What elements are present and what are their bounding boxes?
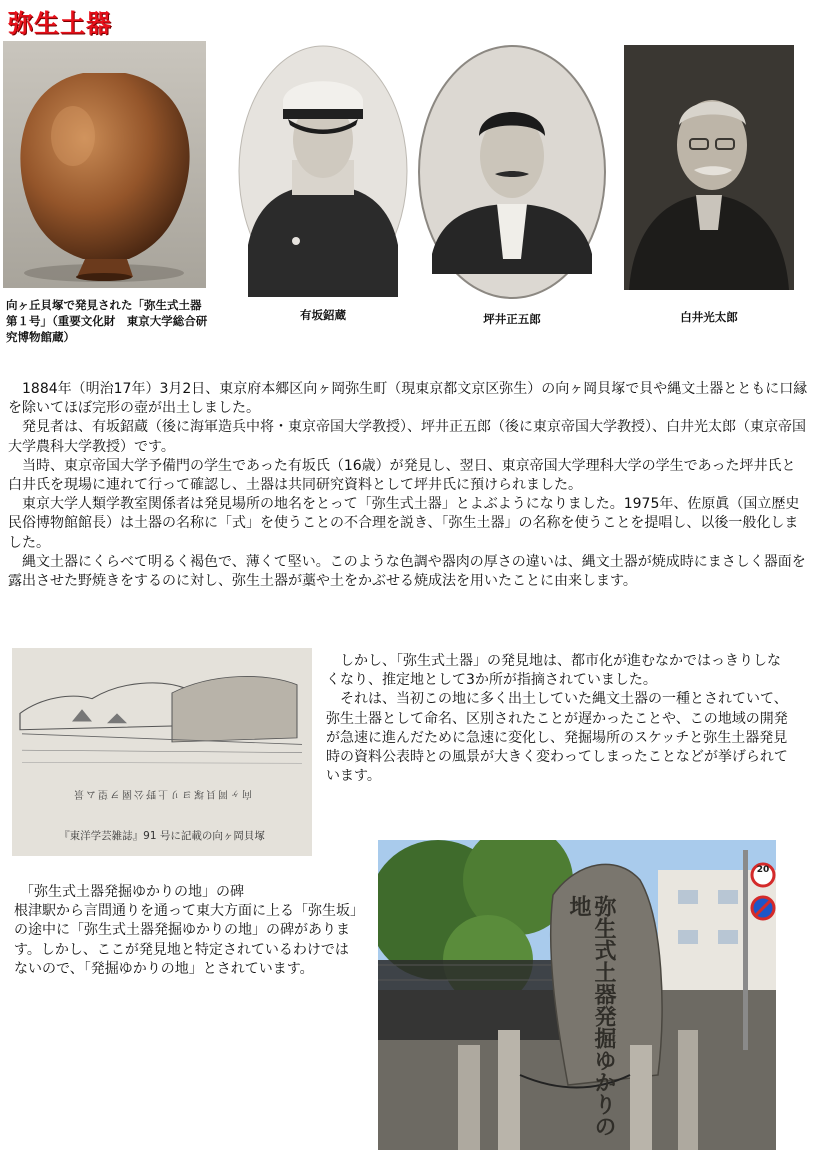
pot-image [3,41,206,288]
tsuboi-photo [417,44,607,300]
shirai-caption: 白井光太郎 [680,310,738,324]
shirai-portrait-image [624,45,794,290]
tsuboi-portrait-image [417,44,607,300]
main-text [8,380,808,591]
main-paragraph: 東京大学人類学教室関係者は発見場所の地名をとって「弥生式土器」とよぶようになりました。1975年、佐原眞（国立歴史民俗博物館館長）は土器の名称に「式」を使うことの不合理を説き、「弥生土器」の名称を使うことを提唱し、以後一般化しました。 [8,496,800,551]
arisaka-caption: 有坂鉊蔵 [300,308,346,322]
tsuboi-caption: 坪井正五郎 [483,312,541,326]
main-paragraph: 当時、東京帝国大学予備門の学生であった有坂氏（16歳）が発見し、翌日、東京帝国大学理科大学の学生であった坪井氏と白井氏を現場に連れて行って確認し、土器は共同研究資料として坪井氏に預けられました。 [8,457,796,494]
sketch-caption: 『東洋学芸雑誌』91 号に記載の向ヶ岡貝塚 [59,830,265,842]
side-paragraph: しかし、「弥生式土器」の発見地は、都市化が進むなかではっきりしなくなり、推定地として3か所が指摘されていました。 [326,653,781,689]
monument-description: 根津駅から言問通りを通って東大方面に上る「弥生坂」の途中に「弥生式土器発掘ゆかりの地」の碑があります。しかし、ここが発見地と特定されているわけではないので、「発掘ゆかりの地」とされています。 [14,903,357,977]
monument-stone-inscription: 弥生式土器発掘ゆかりの地 [566,895,617,1137]
main-paragraph: 1884年（明治17年）3月2日、東京府本郷区向ヶ岡弥生町（現東京都文京区弥生）の向ヶ岡貝塚で貝や縄文土器とともに口縁を除いてほぼ完形の壺が出土しました。 [8,381,808,417]
sketch-inscription: 向ヶ岡貝塚ヨリ上野公園ヲ望ム景 [72,788,252,799]
arisaka-photo [238,45,408,297]
monument-text [14,883,360,979]
shirai-photo [624,45,794,290]
page-title: 弥生土器 [8,9,113,38]
side-paragraph: それは、当初この地に多く出土していた縄文土器の一種とされていて、弥生土器として命名、区別されたことが遅かったことや、この地域の開発が急速に進んだために急速に変化し、発掘場所のスケッチと弥生土器発見時の資料公表時との風景が大きく変わってしまったことなどが挙げられています。 [326,691,788,785]
main-paragraph: 発見者は、有坂鉊蔵（後に海軍造兵中将・東京帝国大学教授）、坪井正五郎（後に東京帝国大学教授）、白井光太郎（東京帝国大学農科大学教授）です。 [8,419,806,455]
monument-photo [378,840,776,1150]
pot-caption: 向ヶ丘貝塚で発見された「弥生式土器第１号」（重要文化財 東京大学総合研究博物館蔵） [6,298,208,344]
side-text [326,652,791,786]
monument-heading: 「弥生式土器発掘ゆかりの地」の碑 [20,884,244,900]
speed-limit-sign: 20 [756,865,770,875]
main-paragraph: 縄文土器にくらべて明るく褐色で、薄くて堅い。このような色調や器肉の厚さの違いは、縄文土器が焼成時にまさしく器面を露出させた野焼きをするのに対し、弥生土器が藁や土をかぶせる焼成法を用いたことに由来します。 [8,553,806,590]
arisaka-portrait-image [238,45,408,297]
monument-image [378,840,776,1150]
sketch-figure [12,648,312,856]
pot-photo [3,41,206,288]
